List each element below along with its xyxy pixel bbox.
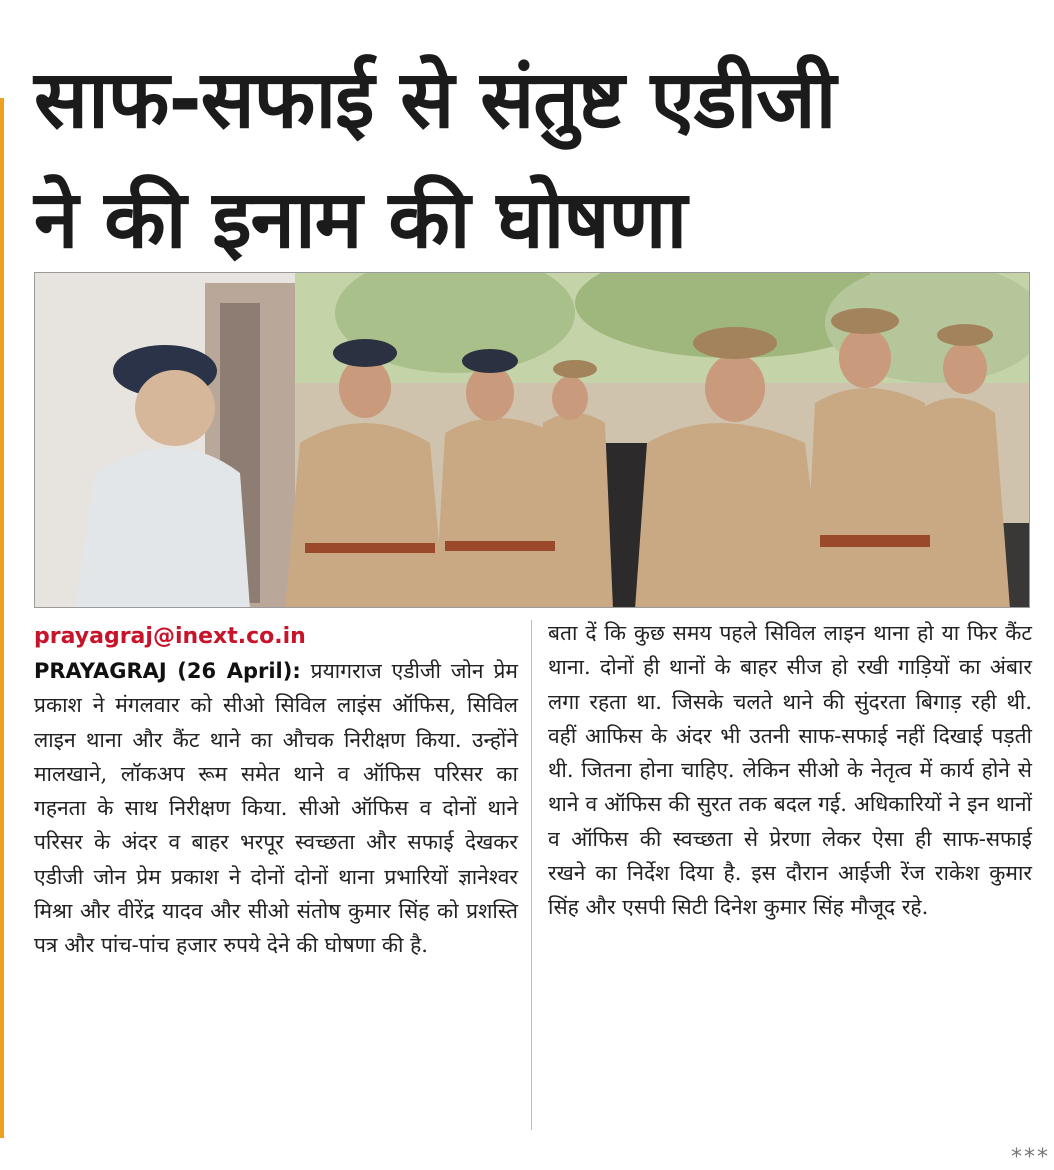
- end-stars: ***: [1011, 1145, 1050, 1170]
- headline: [34, 40, 1034, 280]
- article-column-left: [34, 620, 518, 963]
- article-column-right: [548, 616, 1032, 925]
- dateline: PRAYAGRAJ (26 April):: [34, 659, 301, 683]
- headline-line-1: साफ-सफाई से संतुष्ट एडीजी: [34, 53, 836, 146]
- column-divider: [531, 620, 532, 1130]
- news-photo: [34, 272, 1030, 608]
- author-email: prayagraj@inext.co.in: [34, 624, 306, 649]
- article-body-left: प्रयागराज एडीजी जोन प्रेम प्रकाश ने मंगलवार को सीओ सिविल लाइंस ऑफिस, सिविल लाइन थाना और कैंट थाने का औचक निरीक्षण किया. उन्होंने मालखाने, लॉकअप रूम समेत थाने व ऑफिस परिसर का गहनता के साथ निरीक्षण किया. सीओ ऑफिस व दोनों थाने परिसर के अंदर व बाहर भरपूर स्वच्छता और सफाई देखकर एडीजी जोन प्रेम प्रकाश ने दोनों दोनों थाना प्रभारियों ज्ञानेश्वर मिश्रा और वीरेंद्र यादव और सीओ संतोष कुमार सिंह को प्रशस्ति पत्र और पांच-पांच हजार रुपये देने की घोषणा की है.: [34, 659, 518, 958]
- accent-rule: [0, 98, 4, 1138]
- police-officers-photo-icon: [35, 273, 1030, 608]
- article-body-right: बता दें कि कुछ समय पहले सिविल लाइन थाना हो या फिर कैंट थाना. दोनों ही थानों के बाहर सीज हो रखी गाड़ियों का अंबार लगा रहता था. जिसके चलते थाने की सुंदरता बिगाड़ रही थी. वहीं आफिस के अंदर भी उतनी साफ-सफाई नहीं दिखाई पड़ती थी. जितना होना चाहिए. लेकिन सीओ के नेतृत्व में कार्य होने से थाने व ऑफिस की सुरत तक बदल गई. अधिकारियों ने इन थानों व ऑफिस की स्वच्छता से प्रेरणा लेकर ऐसा ही साफ-सफाई रखने का निर्देश दिया है. इस दौरान आईजी रेंज राकेश कुमार सिंह और एसपी सिटी दिनेश कुमार सिंह मौजूद रहे.: [548, 621, 1032, 920]
- headline-line-2: ने की इनाम की घोषणा: [34, 173, 687, 266]
